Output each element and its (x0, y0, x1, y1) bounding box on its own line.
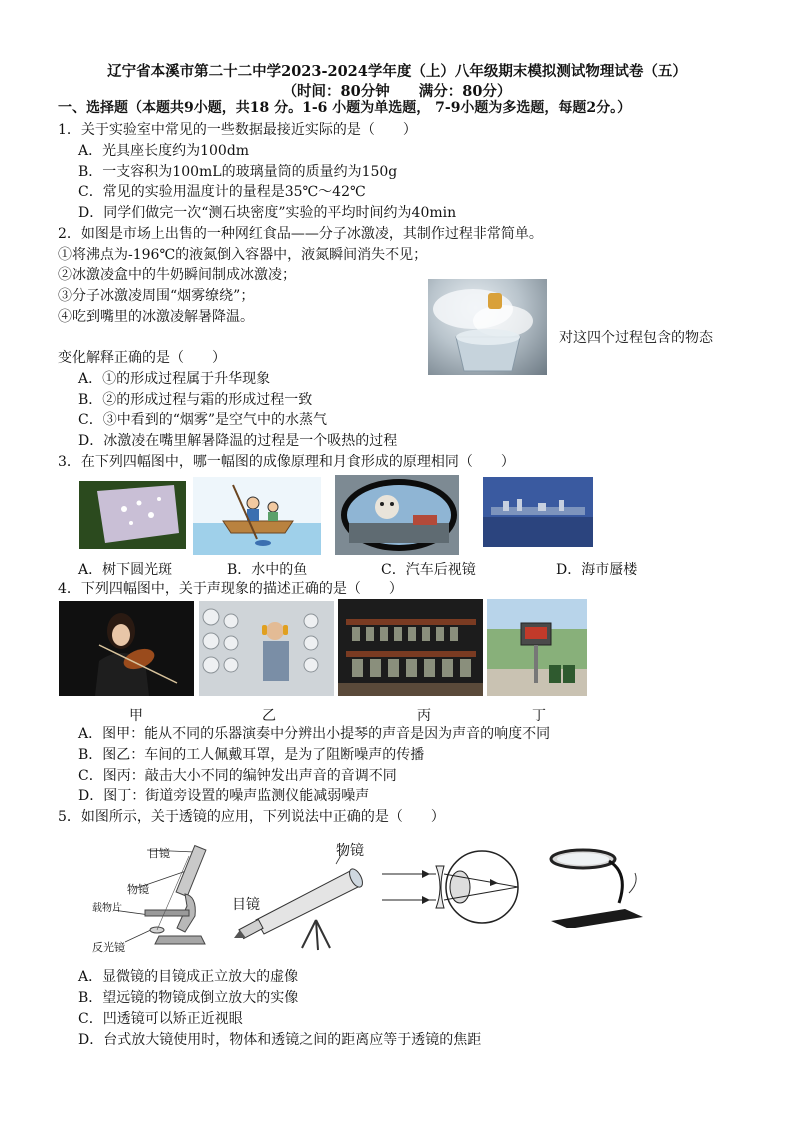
fish-in-water-image (193, 477, 321, 555)
q5-option-c: C．凹透镜可以矫正近视眼 (78, 1011, 243, 1027)
q4-option-c: C．图丙：敲击大小不同的编钟发出声音的音调不同 (78, 768, 397, 784)
exam-subtitle: （时间：80分钟 满分：80分） (282, 83, 512, 100)
q1-option-a: A．光具座长度约为100dm (78, 143, 250, 159)
q2-stem-continued: 变化解释正确的是（ ） (58, 350, 226, 366)
q4-option-a: A．图甲：能从不同的乐器演奏中分辨出小提琴的声音是因为声音的响度不同 (78, 726, 551, 742)
microscope-label-slide: 载物片 (92, 903, 122, 914)
q2-step-2: ②冰激凌盒中的牛奶瞬间制成冰激凌； (58, 267, 296, 283)
q5-option-d: D．台式放大镜使用时，物体和透镜之间的距离应等于透镜的焦距 (78, 1032, 482, 1048)
telescope-label-objective: 物镜 (336, 843, 364, 859)
violin-player-image (59, 601, 194, 696)
question-4-stem: 4．下列四幅图中，关于声现象的描述正确的是（ ） (58, 581, 403, 597)
question-3-stem: 3．在下列四幅图中，哪一幅图的成像原理和月食形成的原理相同（ ） (58, 454, 515, 470)
eye-concave-lens-diagram (378, 846, 530, 928)
factory-worker-image (199, 601, 334, 696)
q3-caption-c: C．汽车后视镜 (381, 562, 476, 578)
q4-label-ding: 丁 (532, 708, 546, 724)
q2-option-c: C．③中看到的“烟雾”是空气中的水蒸气 (78, 412, 328, 428)
microscope-label-mirror: 反光镜 (92, 941, 125, 954)
noise-monitor-image (487, 599, 587, 696)
section-heading: 一、选择题（本题共9小题，共18 分。1-6 小题为单选题， 7-9小题为多选题，每题2分。） (58, 100, 632, 116)
q2-option-d: D．冰激凌在嘴里解暑降温的过程是一个吸热的过程 (78, 433, 398, 449)
q3-caption-b: B．水中的鱼 (227, 562, 308, 578)
q5-option-b: B．望远镜的物镜成倒立放大的实像 (78, 990, 299, 1006)
q4-option-d: D．图丁：街道旁设置的噪声监测仪能减弱噪声 (78, 788, 370, 804)
ice-cream-photo (428, 279, 547, 375)
q2-step-4: ④吃到嘴里的冰激凌解暑降温。 (58, 309, 254, 325)
q2-side-text: 对这四个过程包含的物态 (559, 330, 713, 346)
telescope-label-eyepiece: 目镜 (232, 897, 260, 913)
exam-title: 辽宁省本溪市第二十二中学2023-2024学年度（上）八年级期末模拟测试物理试卷（五） (107, 63, 687, 80)
microscope-label-eyepiece: 目镜 (148, 847, 170, 860)
q1-option-c: C．常见的实验用温度计的量程是35℃～42℃ (78, 184, 366, 200)
car-mirror-image (335, 475, 459, 555)
q4-label-yi: 乙 (262, 708, 276, 724)
question-2-stem: 2．如图是市场上出售的一种网红食品——分子冰激凌，其制作过程非常简单。 (58, 226, 543, 242)
q3-caption-d: D．海市蜃楼 (556, 562, 638, 578)
q3-caption-a: A．树下圆光斑 (78, 562, 173, 578)
q5-option-a: A．显微镜的目镜成正立放大的虚像 (78, 969, 299, 985)
q4-label-jia: 甲 (129, 708, 143, 724)
q2-option-b: B．②的形成过程与霜的形成过程一致 (78, 392, 313, 408)
q1-option-b: B．一支容积为100mL的玻璃量筒的质量约为150g (78, 164, 398, 180)
q2-option-a: A．①的形成过程属于升华现象 (78, 371, 271, 387)
bianzhong-bells-image (338, 599, 483, 696)
q1-option-d: D．同学们做完一次“测石块密度”实验的平均时间约为40min (78, 205, 457, 221)
desk-magnifier-image (539, 843, 645, 928)
question-1-stem: 1．关于实验室中常见的一些数据最接近实际的是（ ） (58, 122, 417, 138)
q4-option-b: B．图乙：车间的工人佩戴耳罩，是为了阻断噪声的传播 (78, 747, 425, 763)
q2-step-1: ①将沸点为-196℃的液氮倒入容器中，液氮瞬间消失不见； (58, 247, 428, 263)
question-5-stem: 5．如图所示，关于透镜的应用，下列说法中正确的是（ ） (58, 809, 445, 825)
q2-step-3: ③分子冰激凌周围“烟雾缭绕”； (58, 288, 255, 304)
microscope-label-objective: 物镜 (127, 883, 149, 896)
mirage-image (483, 477, 593, 547)
q4-label-bing: 丙 (417, 708, 431, 724)
tree-light-spots-image (79, 481, 186, 549)
